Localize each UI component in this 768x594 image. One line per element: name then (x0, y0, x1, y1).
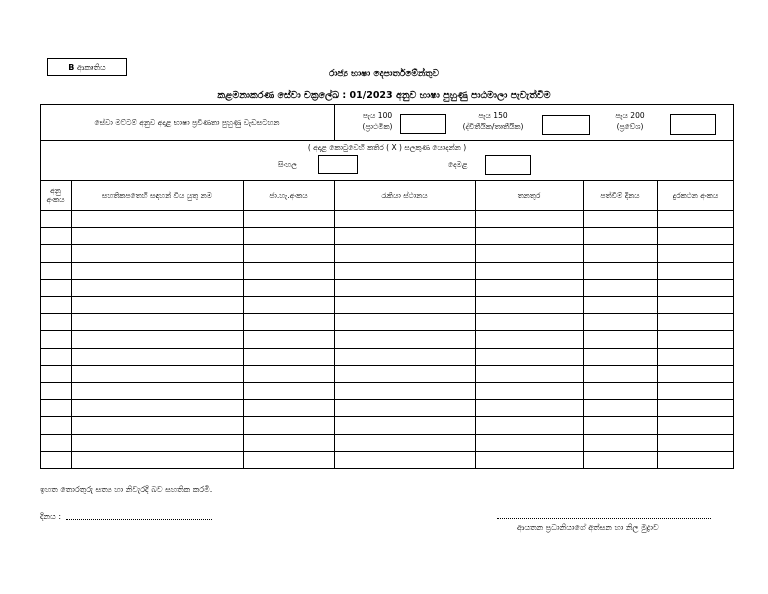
table-row (40, 434, 734, 435)
checkbox-tamil[interactable] (485, 155, 531, 175)
option-hours-200: පැය 200 (615, 111, 645, 120)
language-instruction: ( අදාළ කොටුවෙහි කතිර ( X ) සලකුණ යොදන්න ) (307, 143, 467, 152)
table-row (40, 244, 734, 245)
form-letter: B (68, 63, 75, 72)
signature-field[interactable] (497, 518, 711, 519)
column-divider (243, 180, 244, 468)
department-title: රාජ්‍ය භාෂා දෙපාර්තමේන්තුව (329, 69, 439, 79)
checkbox-sinhala[interactable] (318, 155, 358, 174)
table-row (40, 296, 734, 297)
certification-statement: ඉහත තොරතුරු සත්‍ය හා නිවැරදි බව සහතික කරමි. (40, 485, 213, 494)
column-divider (475, 180, 476, 468)
column-divider (71, 180, 72, 468)
header-workplace: රැකියා ස්ථානය (381, 190, 428, 200)
column-divider (583, 180, 584, 468)
divider (334, 104, 335, 140)
header-name-on-certificate: සහතිකපතෙහි සඳහන් විය යුතු නම (101, 190, 213, 200)
option-hours-100: පැය 100 (362, 111, 393, 120)
divider (40, 140, 734, 141)
date-label: දිනය : (40, 512, 62, 521)
table-row (40, 348, 734, 349)
form-table (40, 104, 734, 469)
header-appointment-date: පත්වීම් දිනය (600, 190, 640, 200)
header-serial-no: අනු අංකය (46, 186, 65, 204)
table-row (40, 451, 734, 452)
table-row (40, 416, 734, 417)
option-level-secondary: (ද්විතීයික/තෘතීයික) (462, 122, 524, 131)
table-row (40, 279, 734, 280)
header-designation: තනතුර (517, 190, 541, 200)
table-row (40, 330, 734, 331)
table-row (40, 210, 734, 211)
table-row (40, 365, 734, 366)
checkbox-100-hours[interactable] (400, 114, 446, 134)
column-divider (657, 180, 658, 468)
document-subject: කළමනාකරණ සේවා චක්‍රලේඛ : 01/2023 අනුව භාෂා පුහුණු පාඨමාලා පැවැත්වීම (217, 90, 551, 101)
date-field[interactable] (66, 519, 212, 520)
option-hours-150: පැය 150 (478, 111, 508, 120)
column-divider (334, 180, 335, 468)
form-label: ආකෘතිය (76, 63, 106, 72)
sinhala-label: සිංහල (278, 160, 297, 169)
header-phone-number: දුරකථන අංකය (672, 190, 719, 200)
checkbox-200-hours[interactable] (670, 114, 716, 135)
table-row (40, 262, 734, 263)
signature-label: ආයතන ප්‍රධානියාගේ අත්සන හා නිල මුද්‍රාව (517, 523, 659, 532)
option-level-primary: (ප්‍රාථමික) (362, 122, 393, 131)
tamil-label: දෙමළ (448, 160, 468, 169)
table-row (40, 227, 734, 228)
table-row (40, 382, 734, 383)
table-row (40, 313, 734, 314)
course-label: සේවා මට්ටම් අනුව අදාළ භාෂා ප්‍රවීණතා පුහුණු වැඩසටහන (94, 118, 280, 127)
checkbox-150-hours[interactable] (542, 115, 590, 135)
option-level-entry: (ප්‍රවේශ) (616, 122, 644, 131)
table-row (40, 399, 734, 400)
header-nic-number: ජා.හැ.අංකය (269, 190, 308, 200)
